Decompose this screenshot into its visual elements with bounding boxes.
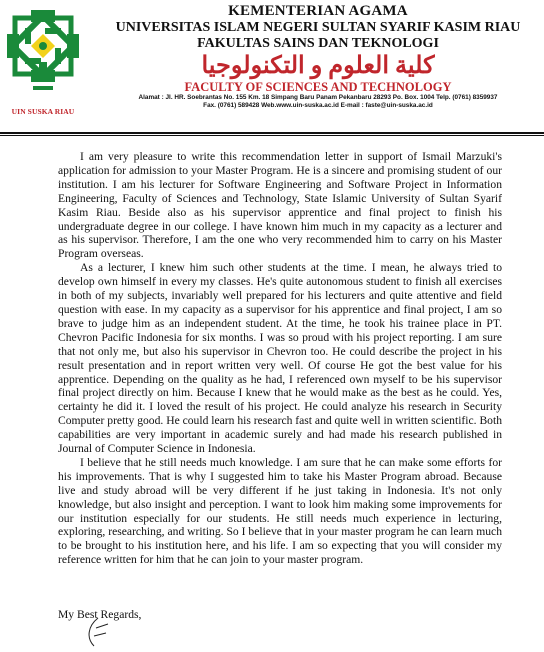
paragraph: I believe that he still needs much knowledge. I am sure that he can make some efforts for his improvements. That is why I suggested him to take his Master Program abroad. Because live and study abroad will be very different if he just taking in Indonesia. It's not only knowledge, but also insight and perception. I want to look him making some improvements for our institution especially for our students. He still needs much experience in lecturing, exploring, researching, and writing. So I believe that in your master program he can learn much to be brought to his institution here, and his life. I am so expecting that you will consider my reference written for him that he can join to your master program. — [58, 455, 502, 567]
faculty-arabic-title: كلية العلوم و التكنولوجيا — [201, 53, 435, 79]
logo-caption: UIN SUSKA RIAU — [11, 107, 75, 116]
ministry-title: KEMENTERIAN AGAMA — [228, 3, 408, 19]
address-line-1: Alamat : Jl. HR. Soebrantas No. 155 Km. 18 Simpang Baru Panam Pekanbaru 28293 Po. Box. 1004 Telp. (0761) 8359937 — [138, 94, 498, 101]
address-line-2: Fax. (0761) 589428 Web.www.uin-suska.ac.id E-mail : faste@uin-suska.ac.id — [203, 102, 433, 109]
letterhead — [96, 3, 540, 110]
paragraph: As a lecturer, I knew him such other students at the time. I mean, he always tried to develop own himself in every my classes. He's quite autonomous student to finish all exercises in both of my subjects, invariably well prepared for his lecturers and quite attentive and field question with ease. In my capacity as a supervisor for his apprentice and final project, I am so brave to judge him as an independent student. At the time, he took his trainee place in PT. Chevron Pacific Indonesia for six months. I was so proud with his project reporting. I am sure that not only me, but also his supervisor in Chevron too. He could describe the project in his result presentation and in report written very well. Of course He got the best value for his apprentice. Depending on the quality as he had, I referenced own myself to be his supervisor final project directly on him. Because I knew that he would make as the best as he could. Yes, certainty he did it. I loved the result of his project. He could analyze his research in Security Computer pretty good. He could learn his research fast and quite well in written scientific. Both capabilities are very important in academic surely and had made his research published in Journal of Computer Science in Indonesia. — [58, 261, 502, 456]
header-divider-thin — [0, 135, 544, 136]
closing-salutation: My Best Regards, — [58, 608, 142, 621]
uin-suska-logo-icon — [3, 6, 83, 106]
paragraph: I am very pleasure to write this recommendation letter in support of Ismail Marzuki's application for admission to your Master Program. He is a sincere and promising student of our institution. I am his lecturer for Software Engineering and Software Project in Information Engineering, Faculty of Sciences and Technology, State Islamic University of Sultan Syarif Kasim Riau. Beside also as his supervisor apprentice and final project to finish his undergraduate degree in our college. I have known him much in my capacity as a lecturer and as his supervisor. Therefore, I am the one who very recommended him to carry on his Master Program overseas. — [58, 150, 502, 261]
faculty-english-title: FACULTY OF SCIENCES AND TECHNOLOGY — [184, 80, 452, 94]
header-divider — [0, 132, 544, 134]
faculty-title: FAKULTAS SAINS DAN TEKNOLOGI — [197, 36, 439, 51]
signature-icon — [84, 614, 124, 652]
letter-body — [58, 150, 502, 567]
university-title: UNIVERSITAS ISLAM NEGERI SULTAN SYARIF KASIM RIAU — [115, 20, 521, 35]
